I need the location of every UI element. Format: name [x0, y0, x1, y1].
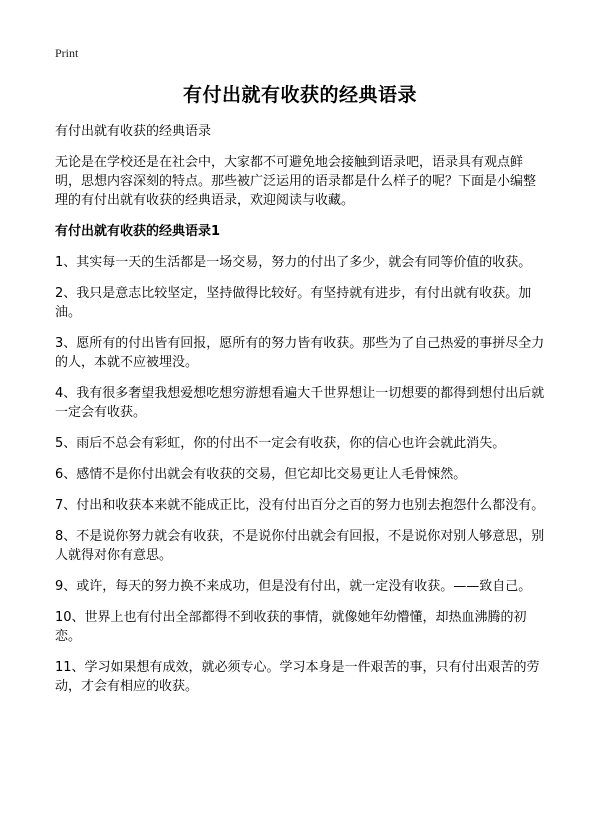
- quote-item: 8、不是说你努力就会有收获，不是说你付出就会有回报，不是说你对别人够意思，别人就得对你有意思。: [55, 529, 545, 563]
- quote-item: 4、我有很多奢望我想爱想吃想穷游想看遍大千世界想让一切想要的都得到想付出后就一定会有收获。: [55, 386, 545, 420]
- quote-item: 5、雨后不总会有彩虹，你的付出不一定会有收获，你的信心也许会就此消失。: [55, 436, 506, 451]
- quote-item: 10、世界上也有付出全部都得不到收获的事情，就像她年幼懵懂，却热血沸腾的初恋。: [55, 610, 527, 644]
- page-title: 有付出就有收获的经典语录: [182, 84, 417, 106]
- article-body: [55, 122, 548, 708]
- quote-item: 11、学习如果想有成效，就必须专心。学习本身是一件艰苦的事，只有付出艰苦的劳动，才会有相应的收获。: [55, 660, 540, 694]
- print-link[interactable]: Print: [55, 46, 79, 60]
- section-heading: 有付出就有收获的经典语录1: [55, 224, 221, 239]
- quote-item: 1、其实每一天的生活都是一场交易，努力的付出了多少，就会有同等价值的收获。: [55, 255, 532, 270]
- quote-item: 3、愿所有的付出皆有回报，愿所有的努力皆有收获。那些为了自己热爱的事拼尽全力的人，本就不应被埋没。: [55, 336, 545, 370]
- quote-item: 2、我只是意志比较坚定，坚持做得比较好。有坚持就有进步，有付出就有收获。加油。: [55, 286, 532, 320]
- intro-paragraph: 无论是在学校还是在社会中，大家都不可避免地会接触到语录吧，语录具有观点鲜明，思想内容深刻的特点。那些被广泛运用的语录都是什么样子的呢？下面是小编整理的有付出就有收获的经典语录，欢迎阅读与收藏。: [55, 155, 537, 208]
- article-subtitle: 有付出就有收获的经典语录: [55, 124, 212, 139]
- quote-item: 6、感情不是你付出就会有收获的交易，但它却比交易更让人毛骨悚然。: [55, 467, 467, 482]
- quote-item: 7、付出和收获本来就不能成正比，没有付出百分之百的努力也别去抱怨什么都没有。: [55, 498, 545, 513]
- quote-item: 9、或许，每天的努力换不来成功，但是没有付出，就一定没有收获。——致自己。: [55, 579, 532, 594]
